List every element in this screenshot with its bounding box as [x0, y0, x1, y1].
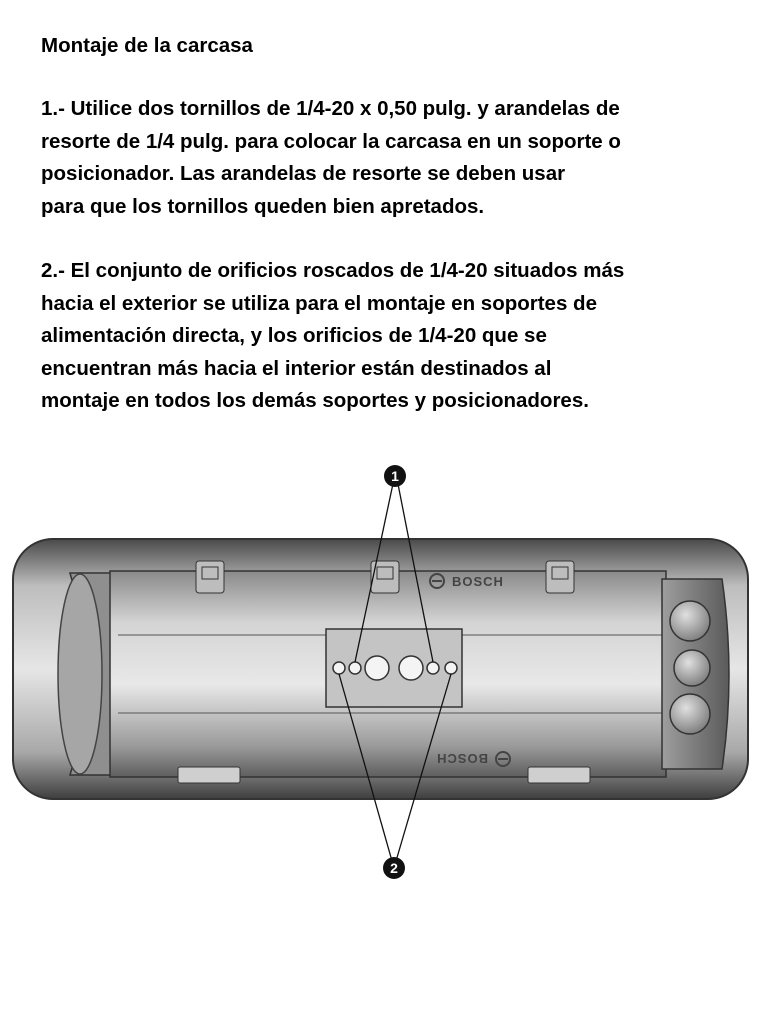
paragraph-1-line: posicionador. Las arandelas de resorte se deben usar — [41, 162, 566, 185]
inner-hole-right — [427, 662, 439, 674]
callout-2-marker — [383, 857, 405, 879]
large-hole-left — [365, 656, 389, 680]
camera-housing-diagram — [0, 455, 768, 895]
outer-hole-right — [445, 662, 457, 674]
bosch-logo-bottom — [436, 751, 510, 766]
paragraph-2-line: encuentran más hacia el interior están destinados al — [41, 356, 552, 380]
paragraph-1 — [41, 93, 741, 223]
callout-2-label: 2 — [390, 860, 398, 876]
cable-port-icon — [670, 694, 710, 734]
paragraph-2-line: alimentación directa, y los orificios de 1/4-20 que se — [41, 324, 547, 347]
cable-port-icon — [670, 601, 710, 641]
paragraph-1-line: para que los tornillos queden bien apretados. — [41, 194, 485, 218]
paragraph-1-line: resorte de 1/4 pulg. para colocar la carcasa en un soporte o — [41, 129, 621, 153]
bosch-logo-top — [430, 574, 504, 589]
paragraph-2 — [41, 255, 741, 418]
callout-1-marker — [384, 465, 406, 487]
page-title: Montaje de la carcasa — [41, 34, 253, 57]
paragraph-2-line: 2.- El conjunto de orificios roscados de 1/4-20 situados más — [41, 259, 625, 282]
cable-port-icon — [674, 650, 710, 686]
paragraph-2-line: hacia el exterior se utiliza para el montaje en soportes de — [41, 291, 597, 315]
lens-ring — [58, 574, 102, 774]
clip-icon — [178, 767, 240, 783]
large-hole-right — [399, 656, 423, 680]
clip-icon — [528, 767, 590, 783]
callout-1-label: 1 — [391, 468, 399, 484]
latch-icon — [546, 561, 574, 593]
paragraph-2-line: montaje en todos los demás soportes y posicionadores. — [41, 389, 589, 412]
spacer — [41, 223, 741, 255]
latch-icon — [196, 561, 224, 593]
outer-hole-left — [333, 662, 345, 674]
paragraph-1-line: 1.- Utilice dos tornillos de 1/4-20 x 0,50 pulg. y arandelas de — [41, 97, 620, 120]
brand-label-bottom: BOSCH — [436, 751, 488, 766]
brand-label-top: BOSCH — [452, 574, 504, 589]
inner-hole-left — [349, 662, 361, 674]
spacer — [41, 61, 741, 93]
mounting-plate — [326, 629, 462, 707]
document-body — [41, 30, 741, 418]
